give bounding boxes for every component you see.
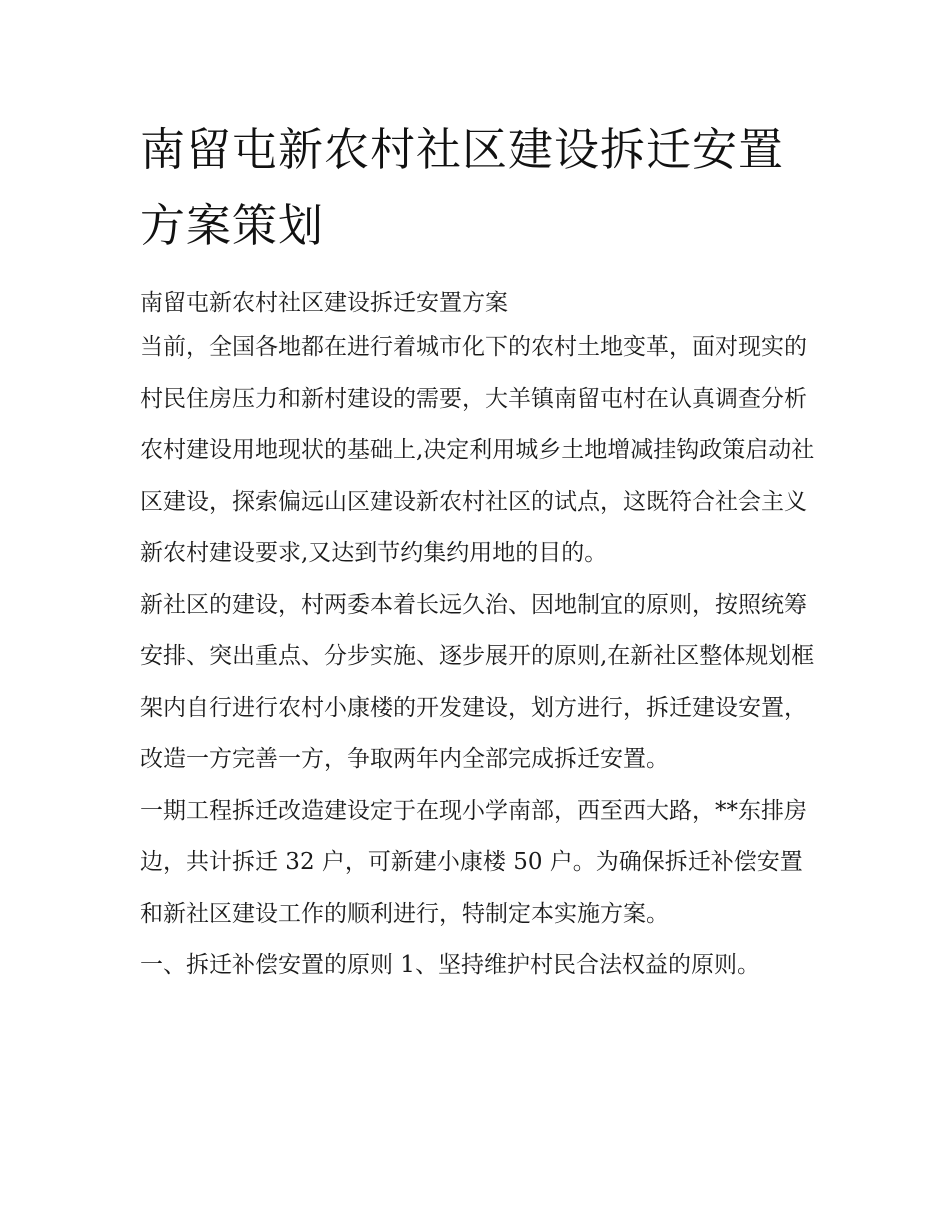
paragraph-intro: 当前，全国各地都在进行着城市化下的农村土地变革，面对现实的村民住房压力和新村建设的需要，大羊镇南留屯村在认真调查分析农村建设用地现状的基础上,决定利用城乡土地增减挂钩政策启动社区建设，探索偏远山区建设新农村社区的试点，这既符合社会主义新农村建设要求,又达到节约集约用地的目的。 bbox=[140, 334, 815, 566]
paragraph-phase-one: 一期工程拆迁改造建设定于在现小学南部，西至西大路，**东排房边，共计拆迁 32 户，可新建小康楼 50 户。为确保拆迁补偿安置和新社区建设工作的顺利进行，特制定本实施方案。 bbox=[140, 797, 807, 927]
document-page bbox=[140, 112, 820, 992]
document-subtitle: 南留屯新农村社区建设拆迁安置方案 bbox=[140, 290, 508, 316]
paragraph-compensation-principle: 一、拆迁补偿安置的原则 1、坚持维护村民合法权益的原则。 bbox=[140, 952, 760, 978]
document-title: 南留屯新农村社区建设拆迁安置方案策划 bbox=[140, 123, 785, 252]
paragraph-construction-principles: 新社区的建设，村两委本着长远久治、因地制宜的原则，按照统筹安排、突出重点、分步实施、逐步展开的原则,在新社区整体规划框架内自行进行农村小康楼的开发建设，划方进行，拆迁建设安置，改造一方完善一方，争取两年内全部完成拆迁安置。 bbox=[140, 591, 815, 772]
